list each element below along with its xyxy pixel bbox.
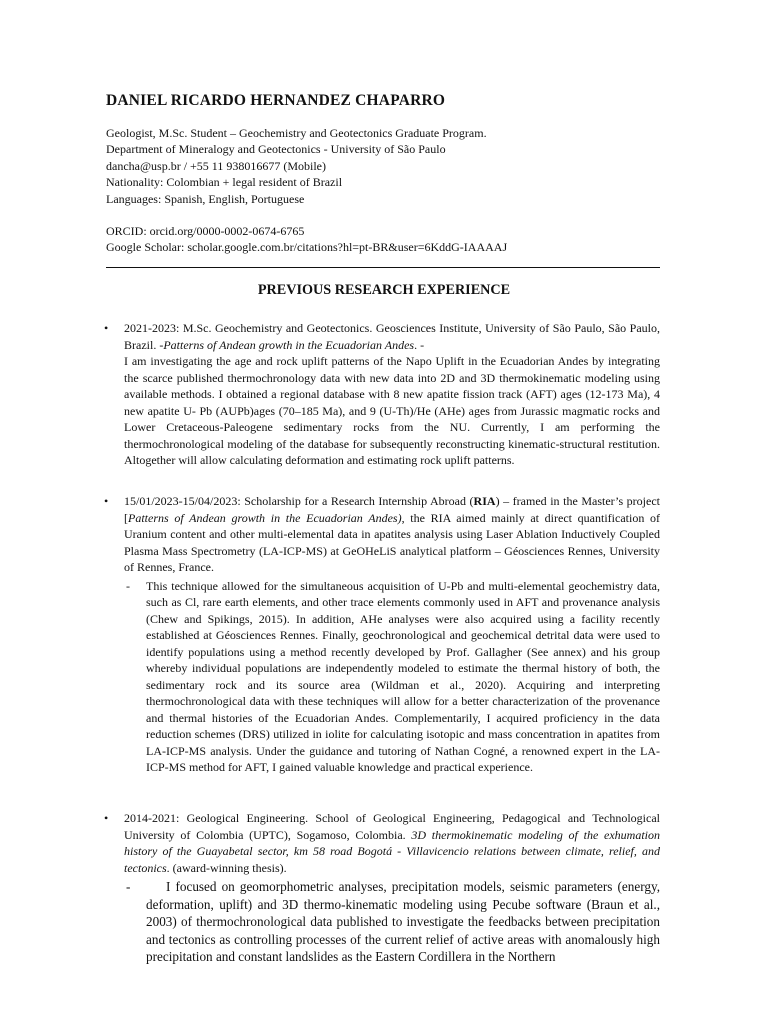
subitem-text: I focused on geomorphometric analyses, precipitation models, seismic parameters (energy, deformation, uplift) and 3D thermo-kinematic modeling using Pecube software (Braun et al., 2003) of thermochronological data published to investigate the feedbacks between precipitation and tectonics as controlling processes of the current relief of active areas with anomalously high precipitation and constant landslides as the Eastern Cordillera in the Northern [146,879,660,964]
section-title: PREVIOUS RESEARCH EXPERIENCE [257,282,511,298]
contact-line-email-phone: dancha@usp.br / +55 11 938016677 (Mobile) [106,158,327,173]
orcid-link[interactable]: ORCID: orcid.org/0000-0002-0674-6765 [106,224,305,239]
contact-line-languages: Languages: Spanish, English, Portuguese [106,191,305,206]
contact-line-department: Department of Mineralogy and Geotectonics - University of São Paulo [106,142,446,157]
entry-lead: 15/01/2023-15/04/2023: Scholarship for a Research Internship Abroad ( [124,494,474,508]
entry-subitem [126,578,660,776]
dash-marker: - [126,578,130,593]
spacer [106,207,507,223]
entry-project-title: Patterns of Andean growth in the Ecuadorian Andes) [128,510,402,525]
entry-acronym: RIA [473,494,496,508]
contact-line-title: Geologist, M.Sc. Student – Geochemistry and Geotectonics Graduate Program. [106,126,487,140]
bullet-icon: • [104,494,109,508]
entry-subitem [126,878,660,966]
entry-lead: 2014-2021: Geological Engineering. School of Geological Engineering, Pedagogical and Technological University of Colombia (UPTC), Sogamoso, Colombia. [124,811,660,842]
entry-thesis-title: 3D thermokinematic modeling of the exhumation history of the Guayabetal sector, km 58 road Bogotá - Villavicencio relations between climate, relief, and tectonics [124,827,660,875]
entry-lead-end: . (award-winning thesis). [166,860,287,875]
subitem-text: This technique allowed for the simultaneous acquisition of U-Pb and multi-elemental geochemistry data, such as Cl, rare earth elements, and other trace elements commonly used in AFT and provenance analysis (Chew and Spikings, 2015). In addition, AHe analyses were also acquired using a facility recently established at Géosciences Rennes. Finally, geochronological and geochemical detrital data were used to identify populations using a method recently developed by Prof. Gallagher (See annex) and his group whereby individual populations are independently modeled to estimate the thermal history of both, the sedimentary rock and its source area (Wildman et al., 2020). Acquiring and interpreting thermochronological data with these techniques will allow for a better characterization of the provenance and thermal histories of the Ecuadorian Andes. Complementarily, I acquired proficiency in the data reduction schemes (DRS) utilized in iolite for calculating isotopic and mass concentration in apatites from LA-ICP-MS analysis. Under the guidance and tutoring of Nathan Cogné, a renowned expert in the LA-ICP-MS method for AFT, I gained valuable knowledge and practical experience. [146,578,660,774]
entry-body: I am investigating the age and rock uplift patterns of the Napo Uplift in the Ecuadorian Andes by integrating the scarce published thermochronology data with new data into 2D and 3D thermokinematic modeling using available methods. I obtained a regional database with 8 new apatite fission track (AFT) ages (12-173 Ma), 4 new apatite U- Pb (AUPb)ages (70–185 Ma), and 9 (U-Th)/He (AHe) ages from Jurassic magmatic rocks and Lower Cretaceous-Paleogene sedimentary rocks from the NU. Currently, I am performing the thermochronological modeling of the database for subsequently reconstructing kinematic-structural restitution. Altogether will allow calculating deformation and estimating rock uplift patterns. [124,354,660,467]
horizontal-divider [106,267,660,268]
entry-mid: ) – framed in the Master’s project [ [124,494,660,525]
entry-paragraph [124,493,660,576]
experience-entry-internship [104,493,660,776]
candidate-name: DANIEL RICARDO HERNANDEZ CHAPARRO [106,92,446,109]
entry-project-title: Patterns of Andean growth in the Ecuadorian Andes [163,337,415,352]
bullet-icon: • [104,811,109,825]
entry-paragraph [124,810,660,876]
entry-body: , the RIA aimed mainly at direct quantification of Uranium content and other multi-elemental data in apatites analysis using Laser Ablation Inductively Coupled Plasma Mass Spectrometry (LA-ICP-MS) at GeOHeLiS analytical platform – Géosciences Rennes, University of Rennes, France. [124,510,660,574]
entry-paragraph [124,320,660,469]
entry-lead-end: . - [414,337,425,352]
entry-lead: 2021-2023: M.Sc. Geochemistry and Geotectonics. Geosciences Institute, University of São Paulo, São Paulo, Brazil. - [124,321,660,352]
dash-marker: - [126,879,131,894]
contact-line-nationality: Nationality: Colombian + legal resident of Brazil [106,175,343,190]
google-scholar-link[interactable]: Google Scholar: scholar.google.com.br/citations?hl=pt-BR&user=6KddG-IAAAAJ [106,240,508,255]
experience-entry-geology [104,810,660,966]
experience-entry-msc [104,320,660,469]
bullet-icon: • [104,321,109,335]
contact-block [106,125,507,256]
